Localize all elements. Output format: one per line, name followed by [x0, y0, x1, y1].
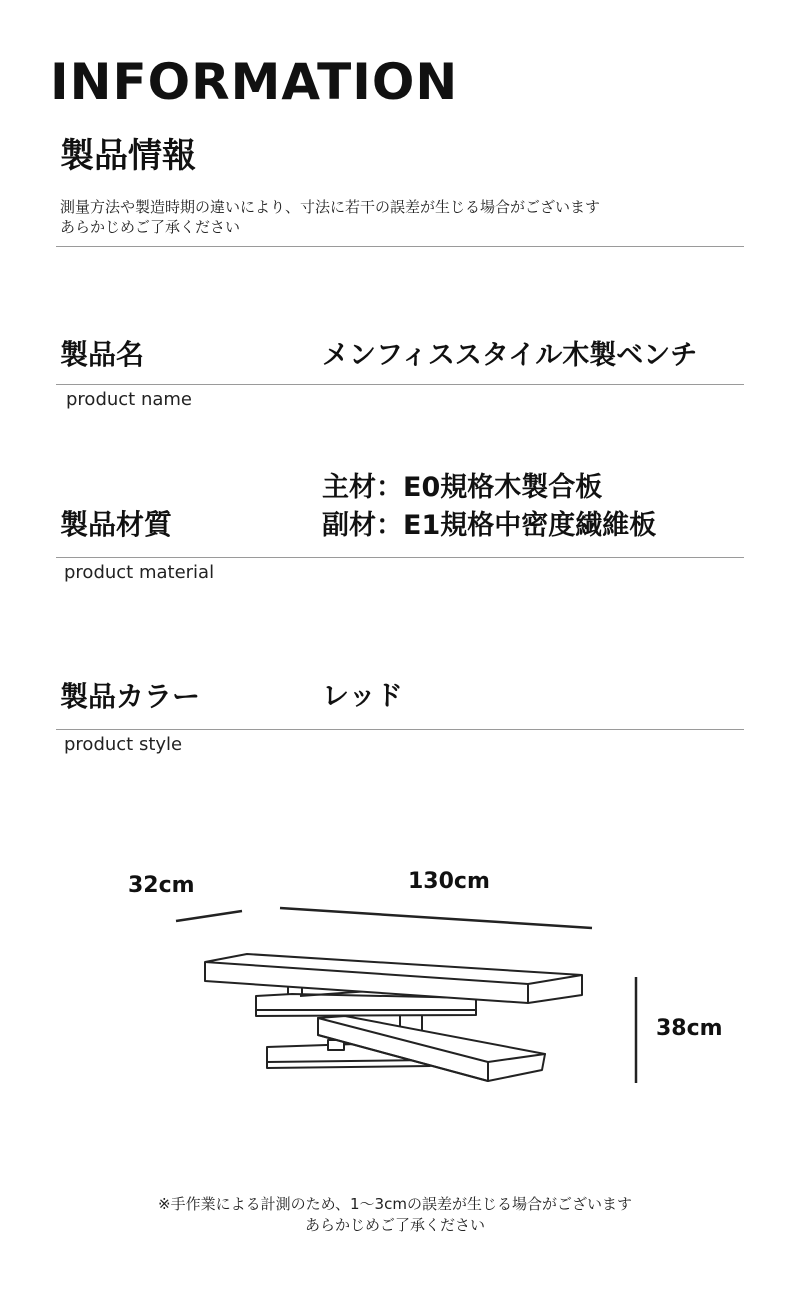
main-title: INFORMATION [50, 53, 459, 111]
footer-note-line1: ※手作業による計測のため、1〜3cmの誤差が生じる場合がございます [158, 1195, 632, 1213]
measurement-note-line2: あらかじめご了承ください [60, 218, 241, 236]
product-name-value: メンフィススタイル木製ベンチ [322, 340, 698, 371]
material-label: 製品材質 [60, 508, 173, 541]
material-label-en: product material [64, 562, 215, 583]
color-label: 製品カラー [60, 680, 201, 713]
depth-dimension-label: 32cm [128, 873, 195, 898]
product-name-label: 製品名 [60, 338, 145, 371]
material-main-value: 主材：E0規格木製合板 [322, 472, 603, 503]
color-value: レッド [322, 681, 403, 712]
width-dimension-line [280, 908, 592, 928]
measurement-note-line1: 測量方法や製造時期の違いにより、寸法に若干の誤差が生じる場合がございます [60, 198, 601, 216]
width-dimension-label: 130cm [408, 869, 490, 894]
section-title: 製品情報 [60, 136, 196, 176]
material-sub-value: 副材：E1規格中密度繊維板 [322, 510, 657, 541]
product-name-label-en: product name [66, 389, 192, 410]
color-label-en: product style [64, 734, 183, 755]
footer-note-line2: あらかじめご了承ください [304, 1216, 485, 1234]
footer-note [0, 1194, 790, 1236]
depth-dimension-line [176, 911, 242, 921]
height-dimension-label: 38cm [656, 1016, 723, 1041]
